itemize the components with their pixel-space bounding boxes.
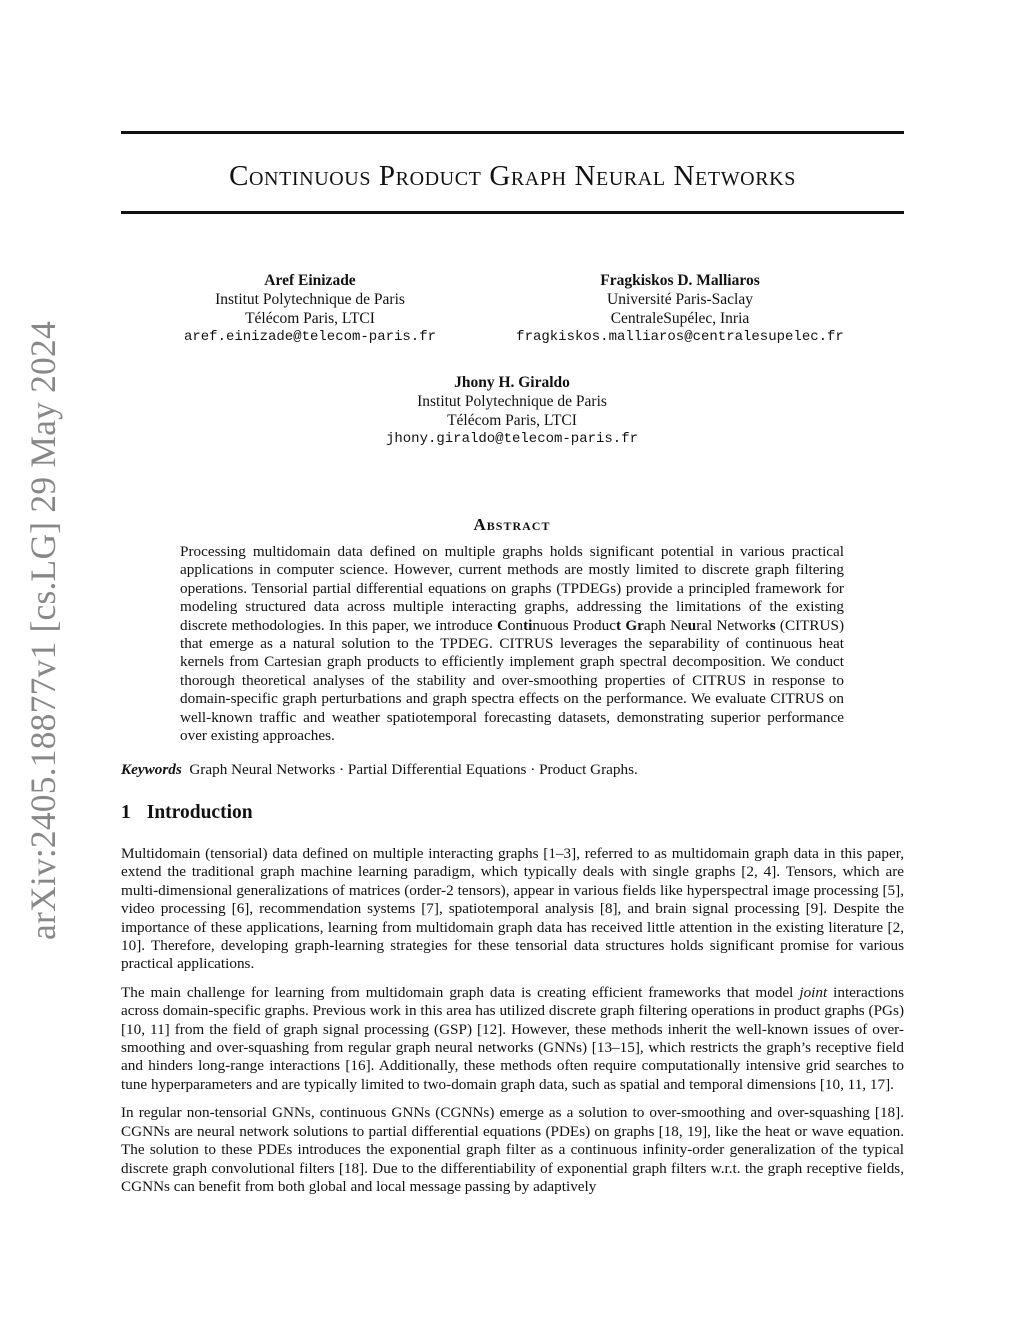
author-affiliation: Télécom Paris, LTCI xyxy=(245,309,375,327)
introduction-body xyxy=(121,845,904,1206)
title-rule-bottom xyxy=(121,211,904,214)
keywords-label: Keywords xyxy=(121,761,182,778)
author-affiliation: Université Paris-Saclay xyxy=(607,290,753,308)
abstract-text: (CITRUS) that emerge as a natural solution to the TPDEG. CITRUS leverages the separability of continuous heat kernels from Cartesian graph products to efficiently implement graph spectral decomposition. We conduct thorough theoretical analyses of the stability and over-smoothing properties of CITRUS in response to domain-specific graph perturbations and graph spectra effects on the performance. We evaluate CITRUS on well-known traffic and weather spatiotemporal forecasting datasets, demonstrating superior performance over existing approaches. xyxy=(180,616,845,745)
acronym-text: aph Ne xyxy=(643,616,688,634)
abstract-text: Processing multidomain data defined on multiple graphs holds significant potential in various practical applications in computer science. However, current methods are mostly limited to discrete graph filtering operations. Tensorial partial differential equations on graphs (TPDEGs) provide a principled framework for modeling structured data across multiple interacting graphs, addressing the limitations of the existing discrete methodologies. In this paper, we introduce xyxy=(180,543,844,634)
author-name: Jhony H. Giraldo xyxy=(454,374,570,391)
acronym-text: on xyxy=(507,616,524,634)
paragraph: In regular non-tensorial GNNs, continuous GNNs (CGNNs) emerge as a solution to over-smoothing and over-squashing [18]. CGNNs are neural network solutions to partial differential equations (PDEs) on graphs [18, 19], like the heat or wave equation. The solution to these PDEs introduces the exponential graph filter as a continuous infinity-order generalization of the typical discrete graph convolutional filters [18]. Due to the differentiability of exponential graph filters w.r.t. the graph receptive fields, CGNNs can benefit from both global and local message passing by adaptively xyxy=(121,1104,904,1195)
author-block-2 xyxy=(490,272,870,347)
paper-title: Continuous Product Graph Neural Networks xyxy=(229,160,796,192)
author-block-1 xyxy=(150,272,470,347)
acronym-letter: u xyxy=(687,616,697,634)
acronym-letter: C xyxy=(496,616,508,634)
acronym-letter: t xyxy=(615,616,622,634)
paragraph xyxy=(121,984,904,1094)
author-block-3 xyxy=(312,374,712,449)
author-email[interactable]: fragkiskos.malliaros@centralesupelec.fr xyxy=(516,329,844,346)
acronym-letter: Gr xyxy=(625,616,644,634)
keywords-line xyxy=(121,761,904,779)
abstract-heading: Abstract xyxy=(473,515,551,534)
arxiv-identifier-stamp: arXiv:2405.18877v1 [cs.LG] 29 May 2024 xyxy=(23,321,63,940)
acronym-text: ral Network xyxy=(696,616,770,634)
author-name: Fragkiskos D. Malliaros xyxy=(600,272,760,289)
section-number: 1 xyxy=(121,802,131,823)
author-email[interactable]: jhony.giraldo@telecom-paris.fr xyxy=(385,431,639,448)
author-name: Aref Einizade xyxy=(264,272,356,289)
acronym-letter: ti xyxy=(523,616,533,634)
author-affiliation: CentraleSupélec, Inria xyxy=(610,309,750,327)
author-affiliation: Institut Polytechnique de Paris xyxy=(417,392,607,410)
keywords-text: Graph Neural Networks · Partial Differential Equations · Product Graphs. xyxy=(189,761,638,778)
title-rule-top xyxy=(121,131,904,134)
author-email[interactable]: aref.einizade@telecom-paris.fr xyxy=(183,329,437,346)
acronym-text: nuous Produc xyxy=(532,616,616,634)
paragraph-text: interactions across domain-specific graphs. Previous work in this area has utilized discrete graph filtering operations in product graphs (PGs) [10, 11] from the field of graph signal processing (GSP) [12]. However, these methods inherit the well-known issues of over-smoothing and over-squashing from regular graph neural networks (GNNs) [13–15], which restricts the graph’s receptive field and hinders long-range interactions [16]. Additionally, these methods often require computationally intensive grid searches to tune hyperparameters and are typically limited to two-domain graph data, such as spatial and temporal dimensions [10, 11, 17]. xyxy=(121,983,904,1093)
section-heading xyxy=(121,802,253,824)
author-affiliation: Institut Polytechnique de Paris xyxy=(215,290,405,308)
section-title: Introduction xyxy=(146,802,253,823)
acronym-letter: s xyxy=(769,616,776,634)
paragraph: Multidomain (tensorial) data defined on multiple interacting graphs [1–3], referred to as multidomain graph data in this paper, extend the traditional graph machine learning paradigm, which typically deals with single graphs [2, 4]. Tensors, which are multi-dimensional generalizations of matrices (order-2 tensors), appear in various fields like hyperspectral image processing [5], video processing [6], recommendation systems [7], spatiotemporal analysis [8], and brain signal processing [9]. Despite the importance of these applications, learning from multidomain graph data has received little attention in the existing literature [2, 10]. Therefore, developing graph-learning strategies for these tensorial data structures holds significant promise for various practical applications. xyxy=(121,845,904,973)
abstract-body xyxy=(180,543,844,745)
emphasis: joint xyxy=(799,983,828,1001)
author-affiliation: Télécom Paris, LTCI xyxy=(447,411,577,429)
paragraph-text: The main challenge for learning from multidomain graph data is creating efficient frameworks that model xyxy=(121,983,800,1001)
